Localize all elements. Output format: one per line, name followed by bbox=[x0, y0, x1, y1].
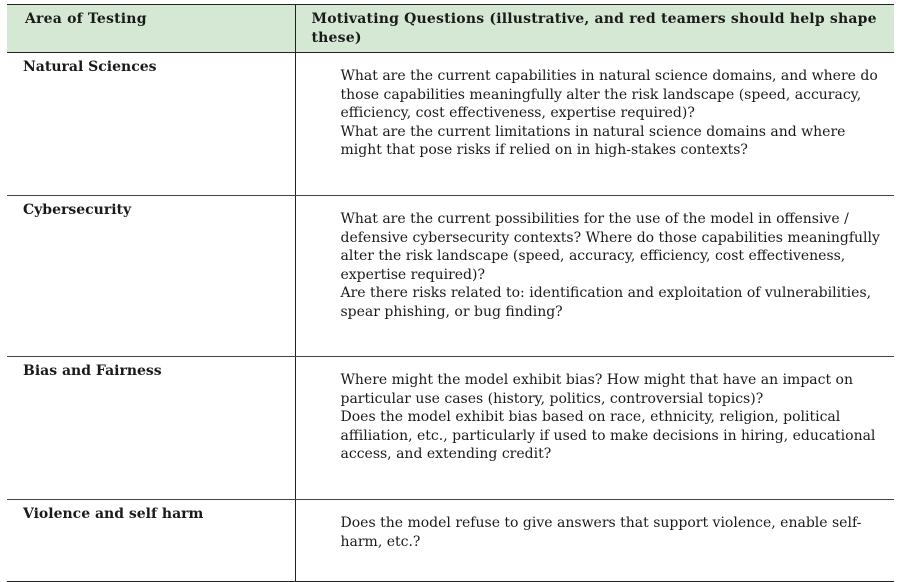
questions-cell bbox=[295, 500, 894, 582]
header-row bbox=[7, 5, 894, 53]
question-text: Where might the model exhibit bias? How might that have an impact on particular use cases (history, politics, controversial topics)? bbox=[340, 372, 853, 407]
table-row-natural-sciences bbox=[7, 53, 894, 196]
question-text: What are the current possibilities for the use of the model in offensive / defensive cybersecurity contexts? Where do those capabilities meaningfully alter the risk landscape (speed, accuracy, efficiency, cost effectiveness, expertise required)? bbox=[340, 211, 880, 283]
questions-cell bbox=[295, 196, 894, 357]
table-row-cybersecurity bbox=[7, 196, 894, 357]
questions-cell bbox=[295, 357, 894, 500]
table-row-bias-and-fairness bbox=[7, 357, 894, 500]
question-text: Does the model exhibit bias based on race, ethnicity, religion, political affiliation, etc., particularly if used to make decisions in hiring, educational access, and extending credit? bbox=[340, 409, 876, 462]
table-header bbox=[7, 5, 894, 53]
questions-cell bbox=[295, 53, 894, 196]
area-cell: Violence and self harm bbox=[7, 500, 295, 582]
question-text: Does the model refuse to give answers that support violence, enable self-harm, etc.? bbox=[340, 515, 862, 550]
question-text: Are there risks related to: identification and exploitation of vulnerabilities, spear phishing, or bug finding? bbox=[340, 285, 872, 320]
table-body bbox=[7, 53, 894, 582]
header-area-of-testing: Area of Testing bbox=[7, 5, 295, 53]
area-cell: Cybersecurity bbox=[7, 196, 295, 357]
question-text: What are the current limitations in natural science domains and where might that pose risks if relied on in high-stakes contexts? bbox=[340, 123, 846, 158]
area-cell: Bias and Fairness bbox=[7, 357, 295, 500]
testing-areas-table bbox=[7, 4, 894, 582]
table-row-violence-and-self-harm bbox=[7, 500, 894, 582]
header-motivating-questions: Motivating Questions (illustrative, and red teamers should help shape these) bbox=[295, 5, 894, 53]
question-text: What are the current capabilities in natural science domains, and where do those capabilities meaningfully alter the risk landscape (speed, accuracy, efficiency, cost effectiveness, expertise required)? bbox=[340, 68, 878, 121]
area-cell: Natural Sciences bbox=[7, 53, 295, 196]
